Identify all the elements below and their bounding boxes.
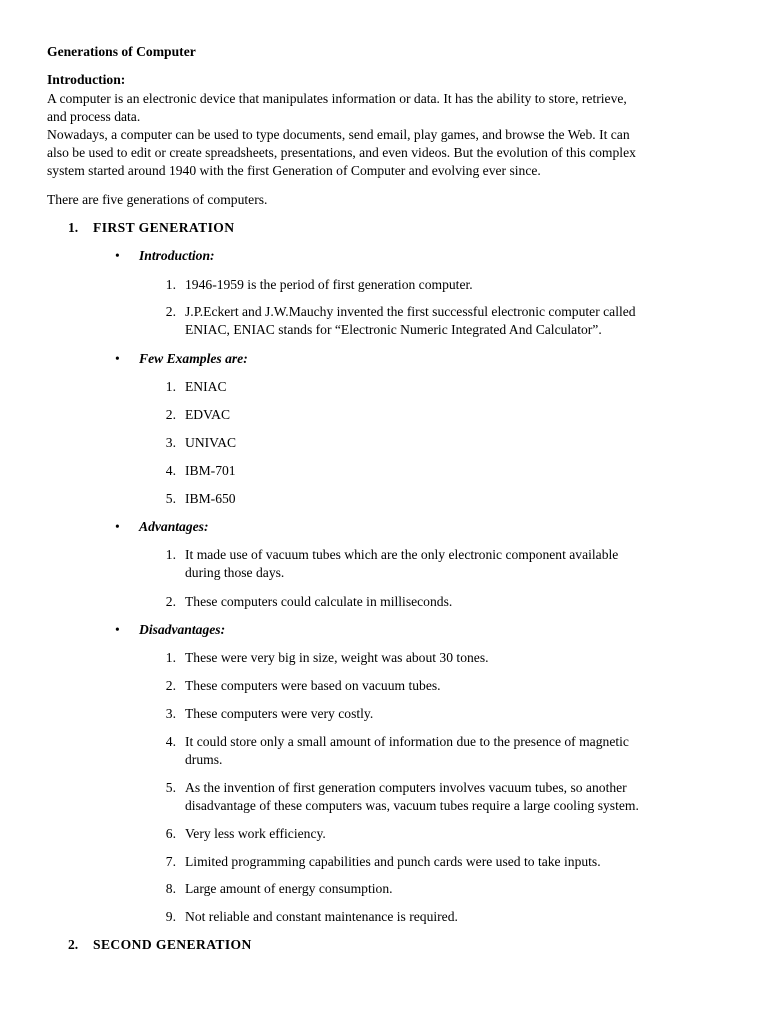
list-item-number: 1. <box>165 547 176 562</box>
summary-line: There are five generations of computers. <box>47 192 268 207</box>
list-item-number: 2. <box>165 594 176 609</box>
list-item: These computers were very costly. <box>185 706 374 721</box>
list-item: Large amount of energy consumption. <box>185 881 393 896</box>
list-item: These were very big in size, weight was about 30 tones. <box>185 650 489 665</box>
list-item: IBM-650 <box>185 491 236 506</box>
list-item: Limited programming capabilities and punch cards were used to take inputs. <box>185 854 601 869</box>
bullet-icon: • <box>115 248 120 263</box>
list-item: J.P.Eckert and J.W.Mauchy invented the first successful electronic computer called <box>185 304 636 319</box>
list-item-continuation: drums. <box>185 752 223 767</box>
list-item-number: 4. <box>165 734 176 749</box>
generation-number: 1. <box>68 220 79 235</box>
list-item-number: 1. <box>165 277 176 292</box>
intro-line: Nowadays, a computer can be used to type documents, send email, play games, and browse the Web. It can <box>47 127 630 142</box>
list-item-number: 5. <box>165 780 176 795</box>
document-title: Generations of Computer <box>47 44 196 59</box>
generation-heading: SECOND GENERATION <box>93 937 252 952</box>
generation-number: 2. <box>68 937 79 952</box>
list-item-number: 2. <box>165 304 176 319</box>
list-item-number: 7. <box>165 854 176 869</box>
intro-line: also be used to edit or create spreadsheets, presentations, and even videos. But the evolution of this complex <box>47 145 636 160</box>
list-item-number: 5. <box>165 491 176 506</box>
list-item: 1946-1959 is the period of first generation computer. <box>185 277 473 292</box>
list-item-continuation: disadvantage of these computers was, vacuum tubes require a large cooling system. <box>185 798 639 813</box>
bullet-icon: • <box>115 519 120 534</box>
list-item-number: 2. <box>165 407 176 422</box>
list-item-continuation: ENIAC, ENIAC stands for “Electronic Numeric Integrated And Calculator”. <box>185 322 602 337</box>
list-item-number: 4. <box>165 463 176 478</box>
list-item: Not reliable and constant maintenance is required. <box>185 909 458 924</box>
list-item: It could store only a small amount of information due to the presence of magnetic <box>185 734 629 749</box>
list-item: These computers could calculate in milliseconds. <box>185 594 453 609</box>
list-item-number: 1. <box>165 379 176 394</box>
bullet-icon: • <box>115 622 120 637</box>
list-item: ENIAC <box>185 379 227 394</box>
list-item-number: 6. <box>165 826 176 841</box>
intro-line: and process data. <box>47 109 141 124</box>
section-heading: Advantages: <box>139 519 209 534</box>
intro-line: system started around 1940 with the first Generation of Computer and evolving ever since. <box>47 163 541 178</box>
list-item-number: 3. <box>165 435 176 450</box>
section-heading: Few Examples are: <box>139 351 248 366</box>
generation-heading: FIRST GENERATION <box>93 220 235 235</box>
list-item: As the invention of first generation computers involves vacuum tubes, so another <box>185 780 627 795</box>
list-item: These computers were based on vacuum tubes. <box>185 678 441 693</box>
list-item-number: 2. <box>165 678 176 693</box>
list-item: Very less work efficiency. <box>185 826 326 841</box>
intro-heading: Introduction: <box>47 72 126 87</box>
list-item: It made use of vacuum tubes which are the only electronic component available <box>185 547 619 562</box>
list-item-number: 8. <box>165 881 176 896</box>
section-heading: Introduction: <box>139 248 215 263</box>
section-heading: Disadvantages: <box>139 622 226 637</box>
list-item-number: 1. <box>165 650 176 665</box>
bullet-icon: • <box>115 351 120 366</box>
intro-line: A computer is an electronic device that manipulates information or data. It has the ability to store, retrieve, <box>47 91 627 106</box>
list-item-number: 3. <box>165 706 176 721</box>
list-item: EDVAC <box>185 407 231 422</box>
list-item: UNIVAC <box>185 435 237 450</box>
list-item-number: 9. <box>165 909 176 924</box>
list-item: IBM-701 <box>185 463 236 478</box>
list-item-continuation: during those days. <box>185 565 285 580</box>
